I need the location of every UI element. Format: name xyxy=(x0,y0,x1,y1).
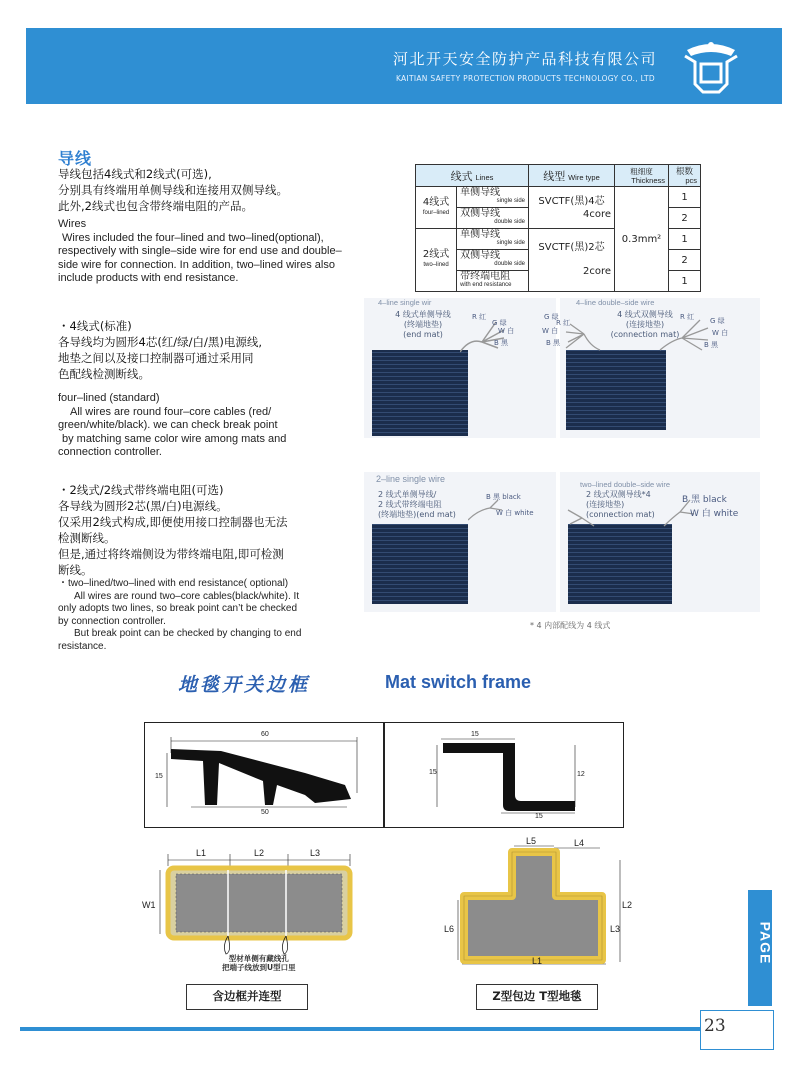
two-lined-cn: ・2线式/2线式带终端电阻(可选) 各导线为圆形2芯(黑/白)电源线。 仅采用2线式构成,即便使用接口控制器也无法 检测断线。 但是,通过将终端侧设为带终端电阻,即可检测 断线。 xyxy=(58,483,288,577)
page-number: 23 xyxy=(704,1016,726,1036)
page-tab-label: PAGE xyxy=(757,921,774,965)
profile-drawing-frame: 60 15 50 xyxy=(144,722,384,828)
two-lined-en: ・two–lined/two–lined with end resistance( optional) All wires are round two–core cables(black/white). It only adopts two lines, so break point can’t be checked by connection controller. But break point can be checked by changing to end resistance. xyxy=(58,578,302,652)
table-header-row: 线式 Lines 线型 Wire type 粗细度 Thickness 根数 pcs xyxy=(416,165,701,187)
caption-right: Z型包边 T型地毯 xyxy=(476,984,598,1010)
diagram-2line-single: 2–line single wire 2 线式单侧导线/ 2 线式带终端电阻 (终端地垫)(end mat) B 黑 black W 白 white xyxy=(364,472,556,612)
mat-image xyxy=(568,524,672,604)
table-row: 带终端电阻 with end resistance 1 xyxy=(416,271,701,292)
company-name-en: KAITIAN SAFETY PROTECTION PRODUCTS TECHNOLOGY CO., LTD xyxy=(395,74,655,83)
section-title-wires: 导线 xyxy=(58,149,93,168)
diagram-4line-single: 4–line single wir 4 线式单侧导线 (终端地垫) (end mat) R 红 G 绿 W 白 B 黑 xyxy=(364,298,556,438)
four-lined-en: four–lined (standard) All wires are round four–core cables (red/ green/white/black). we can check break point by matching same color wire among mats and connection controller. xyxy=(58,392,287,458)
t-shaped-mat-icon xyxy=(430,834,644,970)
wires-intro-en: Wires Wires included the four–lined and two–lined(optional), respectively with single–side wire for end use and double– side wire for connection. In addition, two–lined wires also include products with end resistance. xyxy=(58,218,342,284)
t-mat-illustration: L5 L4 L2 L3 L6 L1 xyxy=(430,834,644,970)
diagram-4line-double: 4–line double–side wire 4 线式双侧导线 (连接地垫) (connection mat) G 绿 R 红 W 白 B 黑 R 红 G 绿 W 白 B 黑 xyxy=(560,298,760,438)
table-row: 4线式 four–lined 单侧导线 single side SVCTF(黑)4芯 4core 0.3mm² 1 xyxy=(416,187,701,208)
wire-spec-table xyxy=(415,164,701,292)
frame-title-en: Mat switch frame xyxy=(385,672,532,692)
wires-intro-cn: 导线包括4线式和2线式(可选), 分别具有终端用单侧导线和连接用双侧导线。 此外,2线式也包含带终端电阻的产品。 xyxy=(58,167,288,213)
company-logo-icon xyxy=(681,36,741,96)
footer-rule xyxy=(20,1027,700,1031)
table-row: 双侧导线 double side 2 xyxy=(416,250,701,271)
diagram-2line-double: two–lined double–side wire 2 线式双侧导线*4 (连接地垫) (connection mat) B 黑 black W 白 white xyxy=(560,472,760,612)
company-name-cn: 河北开天安全防护产品科技有限公司 xyxy=(392,50,657,68)
four-lined-cn: ・4线式(标准) 各导线均为圆形4芯(红/绿/白/黑)电源线, 地垫之间以及接口控制器可通过采用同 色配线检测断线。 xyxy=(58,319,263,381)
wire-icon xyxy=(560,310,760,356)
header-banner xyxy=(26,28,782,104)
table-row: 2线式 two–lined 单侧导线 single side SVCTF(黑)2芯 2core 1 xyxy=(416,229,701,250)
frame-title-cn: 地毯开关边框 xyxy=(178,674,311,696)
mat-image xyxy=(372,350,468,436)
table-row: 双侧导线 double side 2 xyxy=(416,208,701,229)
mat-image xyxy=(372,524,468,604)
mat-image xyxy=(566,350,666,430)
diagram-note: * 4 内部配线为 4 线式 xyxy=(530,621,611,630)
frame-mat-illustration: L1 L2 L3 W1 型材单侧有藏线孔 把端子线放到U型口里 xyxy=(140,842,370,978)
caption-left: 含边框并连型 xyxy=(186,984,308,1010)
z-profile-shape-icon xyxy=(385,723,625,829)
z-profile-drawing-frame: 15 15 12 15 xyxy=(384,722,624,828)
